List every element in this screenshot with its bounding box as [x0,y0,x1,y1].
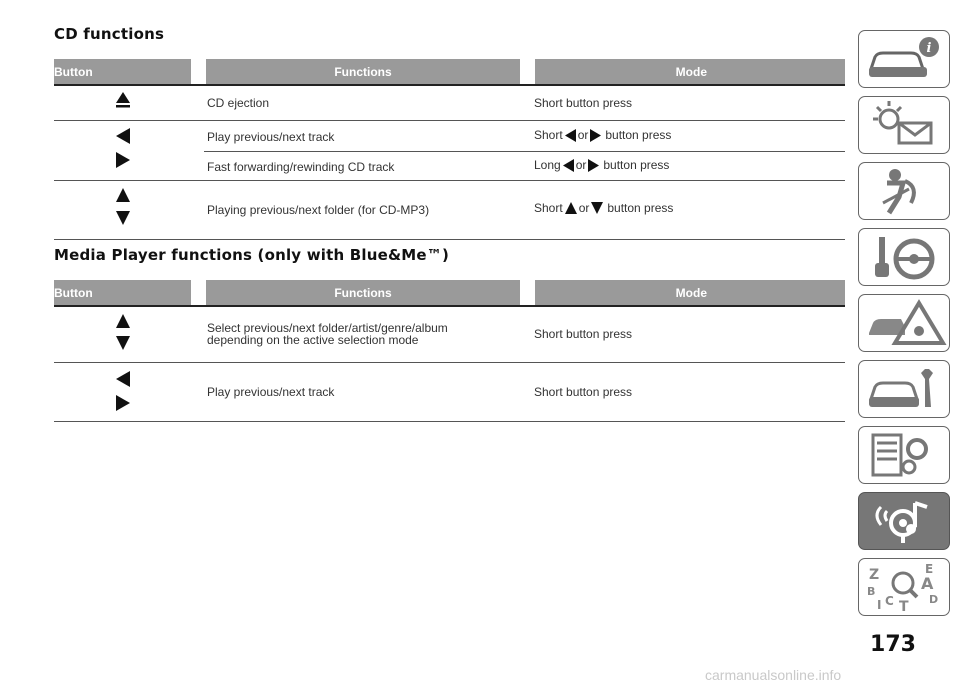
mode-prefix: Long [534,158,561,172]
header-button-cell [54,59,191,84]
mode-or: or [577,128,589,142]
arrow-right-icon [590,129,601,142]
mode-or: or [575,158,587,172]
header-mode-cell [535,280,845,305]
header-button-label: Button [54,285,93,300]
header-mode-label: Mode [675,64,707,79]
section-title-cd-functions: CD functions [54,25,165,43]
arrow-down-icon [116,336,130,350]
mode-or: or [578,201,590,215]
table-header [54,59,845,86]
page-number: 173 [870,632,916,657]
svg-text:A: A [921,574,934,593]
table-row-group [54,121,845,181]
table-row [54,86,845,121]
tab-warning-lights[interactable] [858,96,950,154]
function-text-line2: depending on the active selection mode [207,333,419,347]
arrow-left-icon [116,371,130,387]
svg-text:E: E [925,562,934,576]
svg-text:i: i [926,41,932,56]
tab-multimedia[interactable] [858,492,950,550]
function-text: Playing previous/next folder (for CD-MP3) [207,203,430,217]
header-functions-cell [206,280,520,305]
row-divider [204,151,845,152]
arrow-left-icon [116,128,130,144]
table-row [54,363,845,422]
mode-suffix: button press [603,158,670,172]
table-header [54,280,845,307]
arrow-right-icon [116,152,130,168]
car-info-icon [859,31,949,87]
arrow-up-icon [116,314,130,328]
svg-text:Z: Z [869,567,880,583]
tab-starting-driving[interactable] [858,228,950,286]
watermark-text: carmanualsonline.info [705,667,842,683]
mode-text [534,128,671,142]
svg-text:I: I [877,598,882,612]
header-button-cell [54,280,191,305]
svg-text:C: C [885,594,894,608]
tab-technical-data[interactable] [858,426,950,484]
specifications-gear-icon [859,427,949,483]
function-text-line1: Select previous/next folder/artist/genre/album [207,321,448,335]
header-button-label: Button [54,64,93,79]
arrow-down-icon [116,211,130,225]
arrow-right-icon [116,395,130,411]
function-text: Play previous/next track [207,385,335,399]
svg-text:D: D [929,593,939,606]
mode-prefix: Short [534,201,563,215]
header-mode-label: Mode [675,285,707,300]
warning-light-message-icon [859,97,949,153]
mode-suffix: button press [607,201,674,215]
function-text: Play previous/next track [207,130,335,144]
arrow-up-icon [116,188,130,202]
mode-text [534,158,669,172]
mode-suffix: button press [605,128,672,142]
mode-prefix: Short [534,128,563,142]
arrow-right-icon [588,159,599,172]
svg-text:B: B [867,585,876,598]
eject-icon [116,92,130,108]
tab-car-info[interactable] [858,30,950,88]
airbag-safety-icon [859,163,949,219]
table-row [54,181,845,240]
key-steering-wheel-icon [859,229,949,285]
mode-text [534,201,673,215]
alphabetical-index-icon [859,559,949,615]
car-maintenance-wrench-icon [859,361,949,417]
section-title-media-player: Media Player functions (only with Blue&Me™) [54,246,450,264]
arrow-left-icon [565,129,576,142]
arrow-left-icon [563,159,574,172]
arrow-down-icon [591,202,603,214]
car-accident-warning-icon [859,295,949,351]
multimedia-music-icon [859,493,949,549]
tab-safety[interactable] [858,162,950,220]
mode-text: Short button press [534,385,633,399]
arrow-up-icon [565,202,577,214]
mode-text: Short button press [534,327,633,341]
header-functions-label: Functions [334,285,392,300]
header-functions-cell [206,59,520,84]
tab-index[interactable] [858,558,950,616]
table-row [54,307,845,363]
header-functions-label: Functions [334,64,392,79]
svg-text:T: T [899,599,909,615]
tab-maintenance[interactable] [858,360,950,418]
header-mode-cell [535,59,845,84]
function-text: CD ejection [207,96,270,110]
mode-text: Short button press [534,96,633,110]
function-text: Fast forwarding/rewinding CD track [207,160,395,174]
tab-emergency[interactable] [858,294,950,352]
